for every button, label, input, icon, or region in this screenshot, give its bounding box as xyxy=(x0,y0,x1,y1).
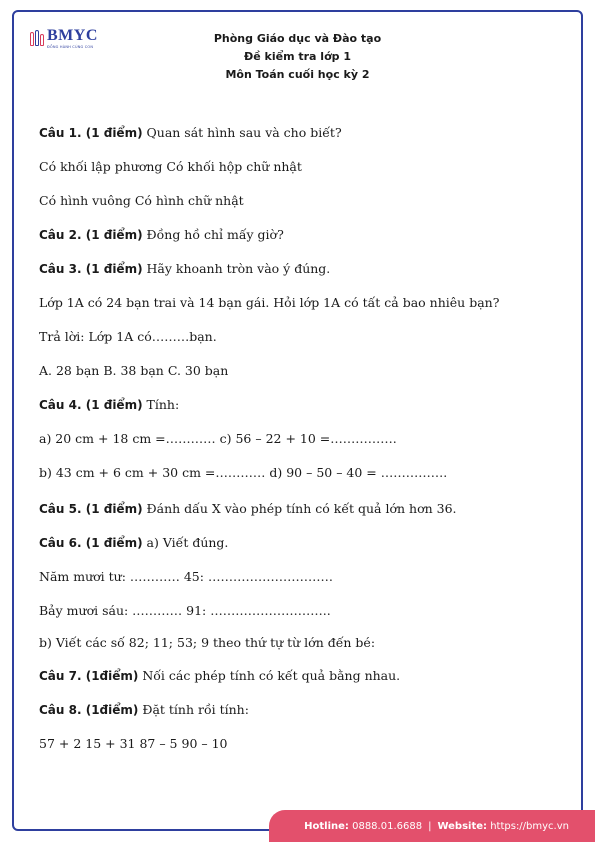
logo-subtitle: ĐỒNG HÀNH CÙNG CON xyxy=(47,45,94,49)
line-text: 57 + 2 15 + 31 87 – 5 90 – 10 xyxy=(39,736,228,751)
line-text: Có hình vuông Có hình chữ nhật xyxy=(39,193,244,208)
header-department: Phòng Giáo dục và Đào tạo xyxy=(213,32,382,45)
line-text: b) Viết các số 82; 11; 53; 9 theo thứ tự từ lớn đến bé: xyxy=(39,635,376,650)
line-text: a) 20 cm + 18 cm =………… c) 56 – 22 + 10 =……………. xyxy=(39,431,397,446)
question-label: Câu 1. (1 điểm) xyxy=(39,126,143,140)
question-label: Câu 2. (1 điểm) xyxy=(39,228,143,242)
hotline-value[interactable]: 0888.01.6688 xyxy=(352,820,423,832)
header-subject: Môn Toán cuối học kỳ 2 xyxy=(225,68,370,81)
answer-line xyxy=(39,736,228,751)
question-text: Đồng hồ chỉ mấy giờ? xyxy=(142,227,284,242)
question-text: Đánh dấu X vào phép tính có kết quả lớn hơn 36. xyxy=(142,501,457,516)
question-label: Câu 3. (1 điểm) xyxy=(39,262,143,276)
question-line xyxy=(39,227,284,242)
question-label: Câu 5. (1 điểm) xyxy=(39,502,143,516)
website-label: Website: xyxy=(437,820,488,832)
question-label: Câu 7. (1điểm) xyxy=(39,669,139,683)
line-text: Trả lời: Lớp 1A có………bạn. xyxy=(39,329,217,344)
line-text: A. 28 bạn B. 38 bạn C. 30 bạn xyxy=(39,363,229,378)
answer-line xyxy=(39,635,375,650)
question-text: Tính: xyxy=(142,397,180,412)
question-text: Nối các phép tính có kết quả bằng nhau. xyxy=(138,668,401,683)
line-text: Có khối lập phương Có khối hộp chữ nhật xyxy=(39,159,302,174)
website-link[interactable]: https://bmyc.vn xyxy=(490,820,569,832)
question-label: Câu 4. (1 điểm) xyxy=(39,398,143,412)
question-label: Câu 6. (1 điểm) xyxy=(39,536,143,550)
logo-title: BMYC xyxy=(47,27,98,44)
question-text: Đặt tính rồi tính: xyxy=(138,702,249,717)
answer-line xyxy=(39,159,302,174)
footer-separator: | xyxy=(428,820,432,832)
line-text: Năm mươi tư: ………… 45: ………………………… xyxy=(39,569,333,584)
answer-line xyxy=(39,569,333,584)
line-text: Bảy mươi sáu: ………… 91: ……………………….. xyxy=(39,603,331,618)
question-line xyxy=(39,668,400,683)
answer-line xyxy=(39,603,331,618)
question-label: Câu 8. (1điểm) xyxy=(39,703,139,717)
answer-line xyxy=(39,295,499,310)
question-text: Quan sát hình sau và cho biết? xyxy=(142,125,342,140)
question-text: a) Viết đúng. xyxy=(142,535,229,550)
question-line xyxy=(39,397,179,412)
answer-line xyxy=(39,193,244,208)
answer-line xyxy=(39,431,397,446)
question-line xyxy=(39,125,342,140)
question-line xyxy=(39,261,330,276)
question-text: Hãy khoanh tròn vào ý đúng. xyxy=(142,261,331,276)
question-line xyxy=(39,702,249,717)
line-text: Lớp 1A có 24 bạn trai và 14 bạn gái. Hỏi lớp 1A có tất cả bao nhiêu bạn? xyxy=(39,295,500,310)
document-header xyxy=(0,27,595,84)
question-line xyxy=(39,535,228,550)
question-line xyxy=(39,501,457,516)
contact-footer xyxy=(269,810,595,842)
answer-line xyxy=(39,329,217,344)
answer-line xyxy=(39,465,447,480)
line-text: b) 43 cm + 6 cm + 30 cm =………… d) 90 – 50 – 40 = ……………. xyxy=(39,465,448,480)
header-exam-title: Đề kiểm tra lớp 1 xyxy=(244,50,351,63)
answer-line xyxy=(39,363,228,378)
hotline-label: Hotline: xyxy=(304,820,349,832)
